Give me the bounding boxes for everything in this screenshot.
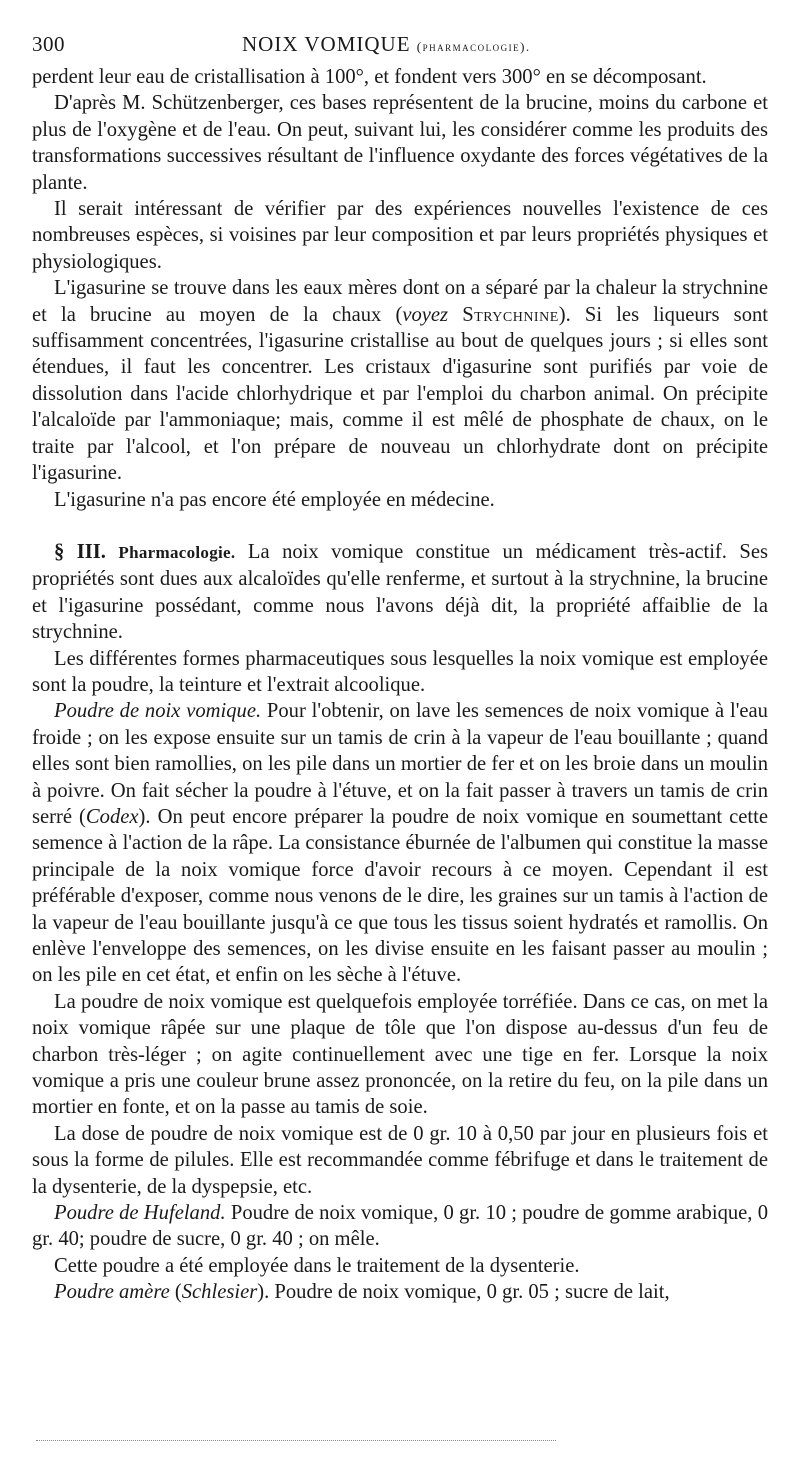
italic-heading: Poudre de Hufeland. <box>54 1202 226 1225</box>
text-run: Poudre de noix vomique, 0 gr. 05 ; sucre de lait, <box>274 1281 670 1304</box>
running-title-subtitle: (pharmacologie). <box>416 39 531 54</box>
italic-text: Schlesier <box>181 1281 258 1304</box>
paragraph <box>32 1200 768 1253</box>
text-run: Poudre de noix vomique, 0 gr. 10 ; poudre de gomme arabique, 0 gr. 40; poudre de sucre, 0 gr. 40 ; on mêle. <box>32 1202 768 1251</box>
text-run: Pour l'obtenir, on lave les semences de noix vomique à l'eau froide ; on les expose ensuite sur un tamis de crin à la vapeur de l'eau bouillante ; quand elles sont bien ramollies, on les pile dans un mortier de fer et on les broie dans un moulin à poivre. On fait sécher la poudre à l'étuve, et on la fait passer à travers un tamis de crin serré ( <box>32 700 768 828</box>
text-run: La noix vomique constitue un médicament très-actif. Ses propriétés sont dues aux alcaloïdes qu'elle renferme, et surtout à la strychnine, la brucine et l'igasurine possédant, comme nous l'avons déjà dit, la propriété affaiblie de la strychnine. <box>32 540 768 644</box>
paragraph: Il serait intéressant de vérifier par des expériences nouvelles l'existence de ces nombreuses espèces, si voisines par leur composition et par leurs propriétés physiques et physiologiques. <box>32 198 768 273</box>
paragraph: perdent leur eau de cristallisation à 100°, et fondent vers 300° en se décomposant. <box>32 66 707 88</box>
page-number: 300 <box>32 32 65 56</box>
paragraph: Les différentes formes pharmaceutiques sous lesquelles la noix vomique est employée sont la poudre, la teinture et l'extrait alcoolique. <box>32 647 768 696</box>
section-title: Pharmacologie. <box>118 542 236 562</box>
paragraph <box>32 275 768 486</box>
section-number: § III. <box>54 540 106 563</box>
running-title <box>242 32 531 57</box>
italic-text: Codex <box>85 805 139 828</box>
cross-reference: Strychnine <box>462 303 559 326</box>
running-title-main: NOIX VOMIQUE <box>242 32 411 56</box>
text-run: ). <box>257 1281 270 1304</box>
paragraph: D'après M. Schützenberger, ces bases représentent de la brucine, moins du carbone et plus de l'oxygène et de l'eau. On peut, suivant lui, les considérer comme les produits des transformations successives résultant de l'influence oxydante des forces végétatives de la plante. <box>32 92 768 194</box>
paragraph: Cette poudre a été employée dans le traitement de la dysenterie. <box>54 1254 580 1277</box>
running-header <box>32 28 768 64</box>
paragraph: La dose de poudre de noix vomique est de 0 gr. 10 à 0,50 par jour en plusieurs fois et sous la forme de pilules. Elle est recommandée comme fébrifuge et dans le traitement de la dysenterie, de la dyspepsie, etc. <box>32 1122 768 1198</box>
text-run: ). Si les liqueurs sont suffisamment concentrées, l'igasurine cristallise au bout de quelques jours ; si elles sont étendues, il faut les concentrer. Les cristaux d'igasurine sont purifiés par voie de dissolution dans l'acide chlorhydrique et par l'emploi du charbon animal. On précipite l'alcaloïde par l'ammoniaque; mais, comme il est mêlé de phosphate de chaux, on le traite par l'alcool, et l'on prépare de nouveau un chlorhydrate dont on précipite l'igasurine. <box>32 303 769 485</box>
paragraph <box>32 1279 768 1305</box>
italic-heading: Poudre amère <box>54 1281 170 1304</box>
text-run: ). On peut encore préparer la poudre de noix vomique en soumettant cette semence à l'action de la râpe. La consistance éburnée de l'albumen qui constitue la masse principale de la noix vomique force d'avoir recours à ce moyen. Cependant il est préférable d'exposer, comme nous venons de le dire, les graines sur un tamis à l'action de la vapeur de l'eau bouillante jusqu'à ce que tous les tissus soient hydratés et ramollis. On enlève l'enveloppe des semences, on les divise ensuite en les faisant passer au moulin ; on les pile en cet état, et enfin on les sèche à l'étuve. <box>32 805 768 987</box>
section-heading-paragraph <box>32 539 768 646</box>
text-run: ( <box>174 1281 182 1304</box>
body-text <box>32 64 768 1306</box>
italic-text: voyez <box>402 303 449 326</box>
footer-rule <box>36 1440 556 1441</box>
paragraph: L'igasurine n'a pas encore été employée en médecine. <box>54 488 495 511</box>
paragraph: La poudre de noix vomique est quelquefois employée torréfiée. Dans ce cas, on met la noix vomique râpée sur une plaque de tôle que l'on dispose au-dessus d'un feu de charbon très-léger ; on agite continuellement avec une tige en fer. Lorsque la noix vomique a pris une couleur brune assez prononcée, on la retire du feu, on la pile dans un mortier en fonte, et on la passe au tamis de soie. <box>32 990 768 1119</box>
text-run: L'igasurine se trouve dans les eaux mères dont on a séparé par la chaleur la strychnine et la brucine au moyen de la chaux ( <box>32 277 768 326</box>
italic-heading: Poudre de noix vomique. <box>54 700 262 723</box>
paragraph <box>32 698 768 988</box>
document-page <box>32 28 768 1306</box>
